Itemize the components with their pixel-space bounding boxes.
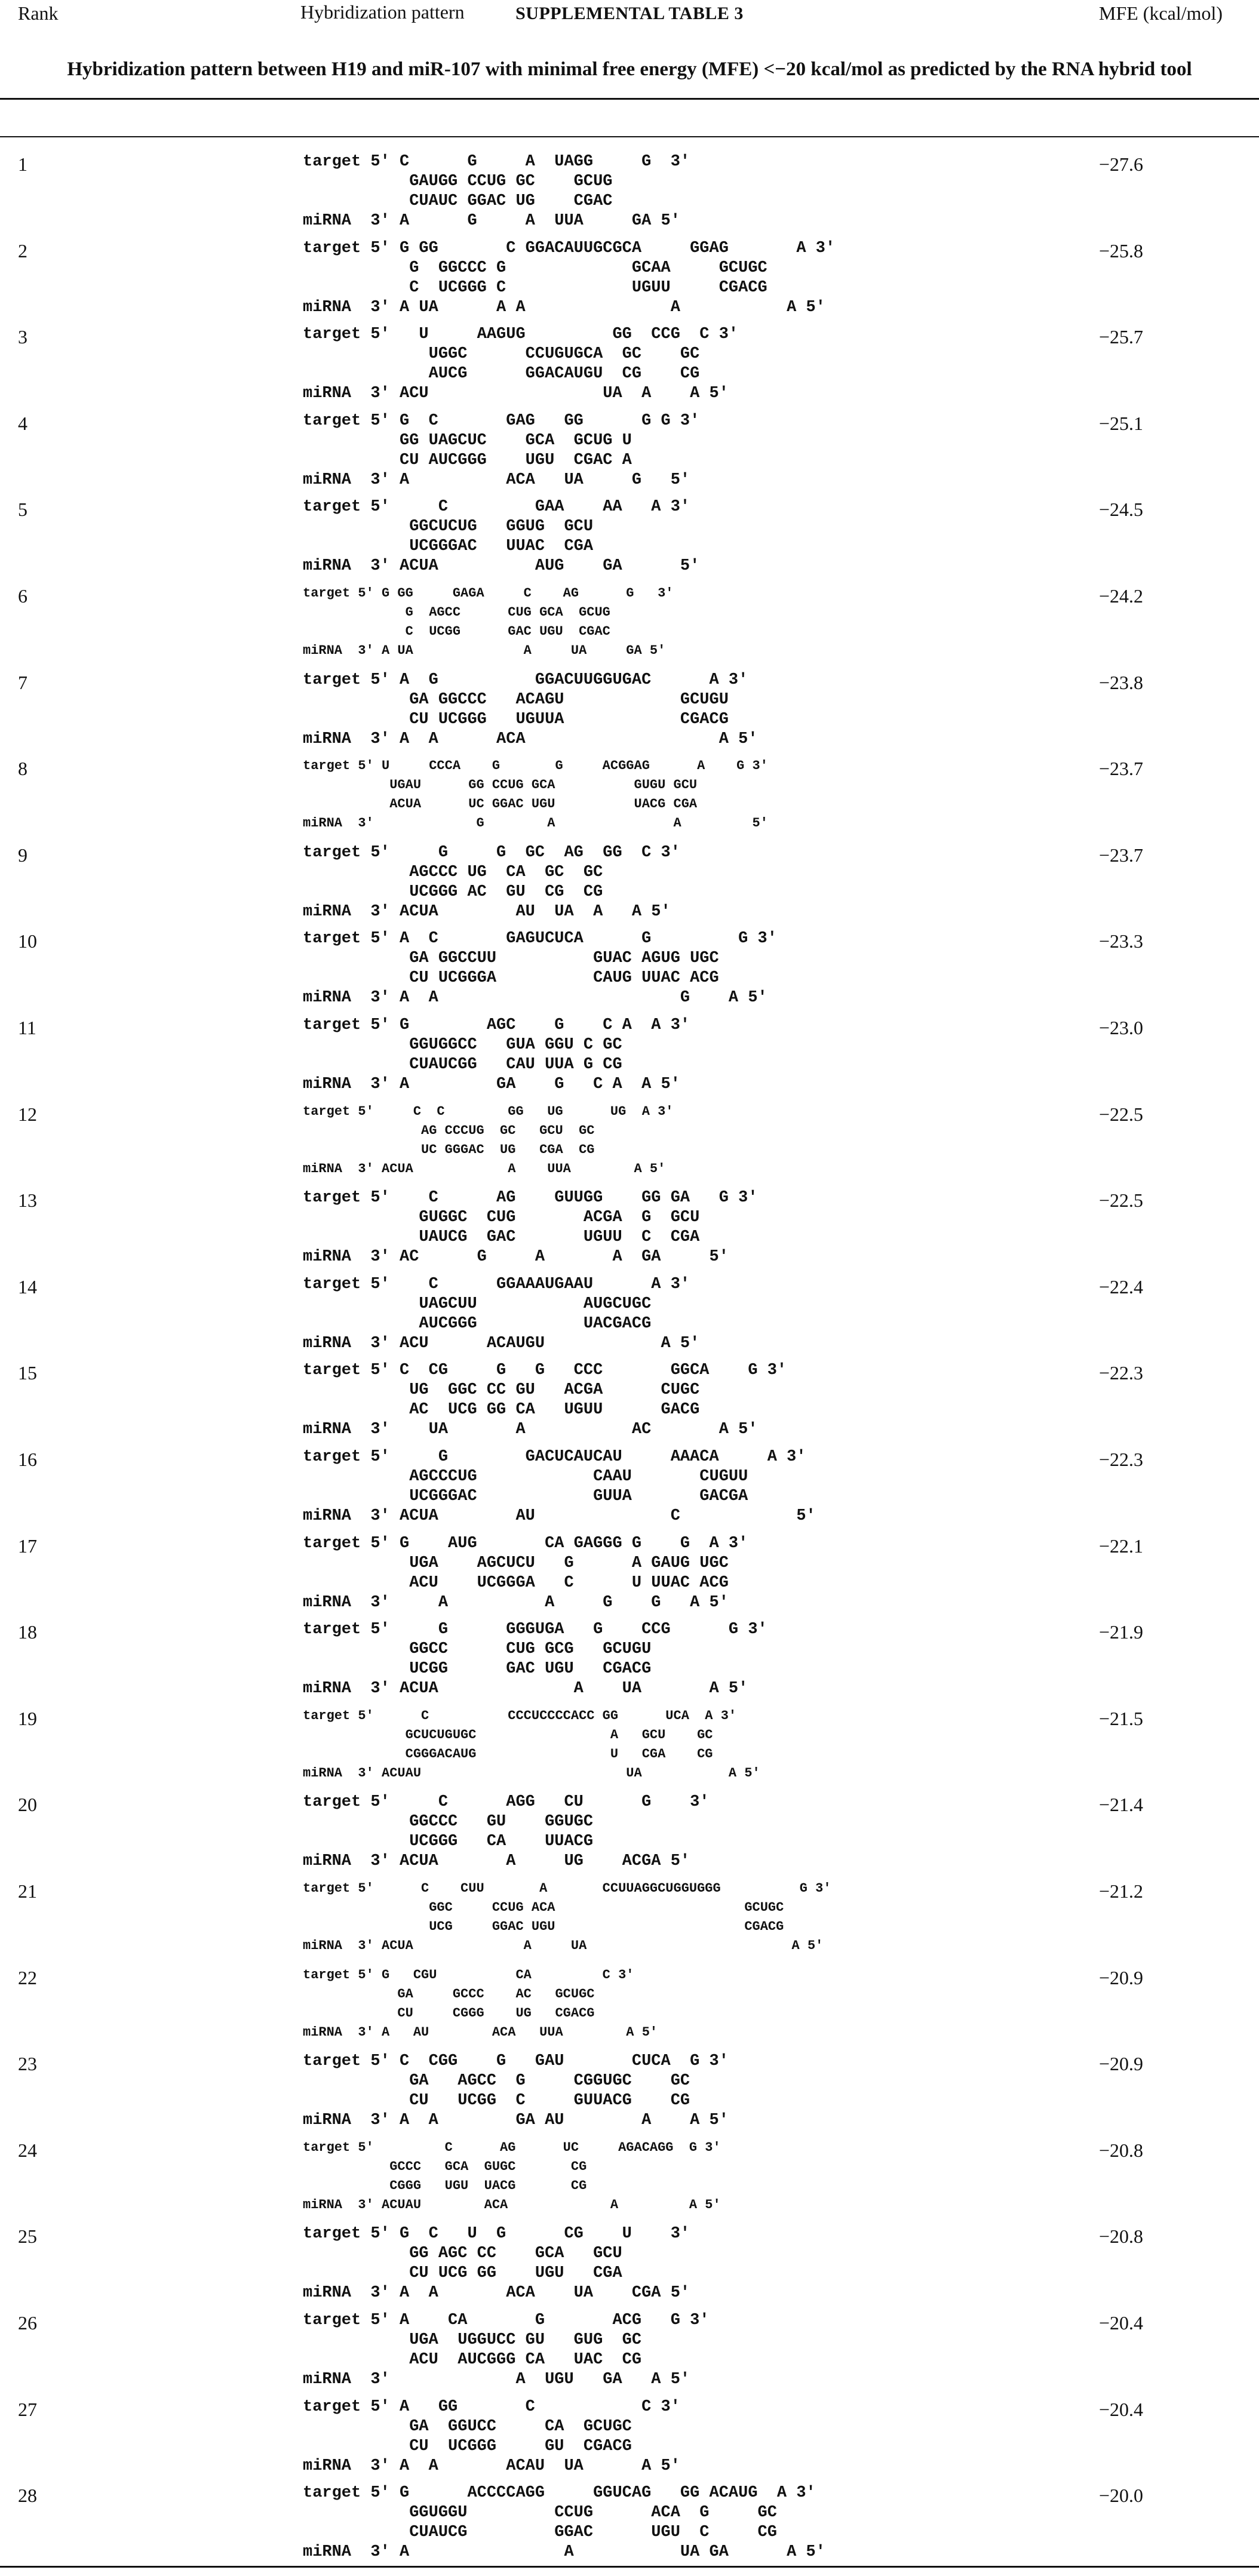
mfe-cell: −22.3: [1099, 1449, 1144, 1470]
table-row: [0, 238, 1259, 324]
hybridization-pattern-cell: [303, 584, 674, 660]
mirna-strand-line: miRNA 3' A AU ACA UUA A 5': [303, 2025, 658, 2040]
rank-cell: 16: [18, 1449, 37, 1470]
pairing-line: CGGGACAUG U CGA CG: [303, 1747, 713, 1762]
hybridization-pattern-cell: [303, 239, 835, 318]
pairing-line: GG AGC CC GCA GCU: [303, 2245, 622, 2263]
mirna-strand-line: miRNA 3' A A ACAU UA A 5': [303, 2457, 680, 2475]
header-hybridization-pattern: Hybridization pattern: [300, 1, 465, 23]
target-strand-line: target 5' G GACUCAUCAU AAACA A 3': [303, 1448, 806, 1466]
mirna-strand-line: miRNA 3' A G A UUA GA 5': [303, 212, 680, 230]
table-row: [0, 2137, 1259, 2224]
target-strand-line: target 5' C GAA AA A 3': [303, 498, 690, 516]
target-strand-line: target 5' U AAGUG GG CCG C 3': [303, 325, 739, 343]
pairing-line: UCGGG AC GU CG CG: [303, 883, 603, 901]
hybridization-pattern-cell: [303, 2397, 680, 2476]
pairing-line: GUGGC CUG ACGA G GCU: [303, 1209, 700, 1226]
pairing-line: CU UCG GG UGU CGA: [303, 2264, 622, 2282]
mfe-cell: −25.8: [1099, 240, 1144, 262]
mfe-cell: −23.8: [1099, 672, 1144, 693]
target-strand-line: target 5' G GGGUGA G CCG G 3': [303, 1621, 767, 1639]
rank-cell: 20: [18, 1794, 37, 1815]
table-row: [0, 1965, 1259, 2051]
hybridization-pattern-cell: [303, 1361, 787, 1440]
mfe-cell: −23.3: [1099, 930, 1144, 952]
header-rule: [0, 136, 1259, 137]
rank-cell: 23: [18, 2053, 37, 2074]
target-strand-line: target 5' C G A UAGG G 3': [303, 153, 690, 171]
mirna-strand-line: miRNA 3' A UA A A A A 5': [303, 299, 825, 316]
table-row: [0, 1446, 1259, 1533]
table-row: [0, 2051, 1259, 2137]
rank-cell: 15: [18, 1362, 37, 1384]
target-strand-line: target 5' C CUU A CCUUAGGCUGGUGGG G 3': [303, 1881, 831, 1896]
pairing-line: CU UCGGG UGUUA CGACG: [303, 711, 729, 728]
pairing-line: G GGCCC G GCAA GCUGC: [303, 259, 767, 277]
mfe-cell: −21.4: [1099, 1794, 1144, 1815]
pairing-line: GCUCUGUGC A GCU GC: [303, 1727, 713, 1742]
target-strand-line: target 5' G GG GAGA C AG G 3': [303, 586, 674, 601]
target-strand-line: target 5' C AG GUUGG GG GA G 3': [303, 1189, 758, 1207]
rank-cell: 10: [18, 930, 37, 952]
rank-cell: 22: [18, 1967, 37, 1988]
table-row: [0, 583, 1259, 669]
target-strand-line: target 5' A C GAGUCUCA G G 3': [303, 930, 777, 948]
hybridization-pattern-cell: [303, 152, 690, 231]
mirna-strand-line: miRNA 3' A A G A 5': [303, 989, 767, 1007]
pairing-line: AUCG GGACAUGU CG CG: [303, 365, 700, 383]
table-caption: Hybridization pattern between H19 and miR-107 with minimal free energy (MFE) <−20 kcal/mol as predicted by the RNA hybrid tool: [67, 59, 1192, 80]
pairing-line: CUAUCG GGAC UGU C CG: [303, 2523, 777, 2541]
mirna-strand-line: miRNA 3' A A ACA UA CGA 5': [303, 2284, 690, 2302]
table-row: [0, 151, 1259, 238]
rank-cell: 25: [18, 2225, 37, 2247]
pairing-line: ACU AUCGGG CA UAC CG: [303, 2351, 642, 2369]
target-strand-line: target 5' C CG G G CCC GGCA G 3': [303, 1361, 787, 1379]
pairing-line: UAUCG GAC UGUU C CGA: [303, 1228, 700, 1246]
table-row: [0, 1619, 1259, 1705]
hybridization-pattern-cell: [303, 757, 768, 833]
rank-cell: 11: [18, 1017, 36, 1038]
mirna-strand-line: miRNA 3' ACUA A UUA A 5': [303, 1161, 666, 1176]
pairing-line: CU AUCGGG UGU CGAC A: [303, 451, 632, 469]
rank-cell: 2: [18, 240, 27, 262]
mfe-cell: −20.9: [1099, 2053, 1144, 2074]
target-strand-line: target 5' G C GAG GG G G 3': [303, 412, 700, 430]
target-strand-line: target 5' G AGC G C A A 3': [303, 1016, 690, 1034]
hybridization-pattern-cell: [303, 1102, 674, 1179]
rank-cell: 8: [18, 758, 27, 779]
pairing-line: CU UCGGGA CAUG UUAC ACG: [303, 969, 719, 987]
table-row: [0, 410, 1259, 497]
table-row: [0, 1533, 1259, 1619]
mirna-strand-line: miRNA 3' A A UA GA A 5': [303, 2543, 825, 2561]
table-row: [0, 842, 1259, 929]
mfe-cell: −27.6: [1099, 153, 1144, 175]
mirna-strand-line: miRNA 3' A A ACA A 5': [303, 730, 758, 748]
pairing-line: GGUGGCC GUA GGU C GC: [303, 1036, 622, 1054]
mirna-strand-line: miRNA 3' G A A 5': [303, 816, 768, 831]
pairing-line: C UCGGG C UGUU CGACG: [303, 279, 767, 297]
mfe-cell: −20.4: [1099, 2399, 1144, 2420]
target-strand-line: target 5' G G GC AG GG C 3': [303, 844, 680, 862]
pairing-line: UGAU GG CCUG GCA GUGU GCU: [303, 777, 698, 792]
pairing-line: GA AGCC G CGGUGC GC: [303, 2072, 690, 2090]
target-strand-line: target 5' U CCCA G G ACGGAG A G 3': [303, 758, 768, 773]
mfe-cell: −24.2: [1099, 585, 1144, 607]
rank-cell: 4: [18, 413, 27, 434]
rank-cell: 18: [18, 1621, 37, 1643]
rank-cell: 9: [18, 844, 27, 866]
target-strand-line: target 5' A G GGACUUGGUGAC A 3': [303, 671, 748, 689]
pairing-line: G AGCC CUG GCA GCUG: [303, 605, 610, 620]
rank-cell: 27: [18, 2399, 37, 2420]
target-strand-line: target 5' C AGG CU G 3': [303, 1793, 710, 1811]
mirna-strand-line: miRNA 3' A GA G C A A 5': [303, 1075, 680, 1093]
mfe-cell: −23.0: [1099, 1017, 1144, 1038]
mfe-cell: −23.7: [1099, 758, 1144, 779]
pairing-line: CGGG UGU UACG CG: [303, 2178, 587, 2193]
hybridization-pattern-cell: [303, 929, 777, 1008]
pairing-line: UGA UGGUCC GU GUG GC: [303, 2331, 642, 2349]
table-row: [0, 928, 1259, 1015]
hybridization-pattern-cell: [303, 411, 699, 490]
pairing-line: AG CCCUG GC GCU GC: [303, 1123, 595, 1138]
table-row: [0, 1705, 1259, 1792]
bottom-rule: [0, 2566, 1259, 2568]
table-row: [0, 1015, 1259, 1101]
pairing-line: CUAUC GGAC UG CGAC: [303, 192, 613, 210]
hybridization-pattern-cell: [303, 2311, 710, 2390]
mirna-strand-line: miRNA 3' A A G G A 5': [303, 1594, 729, 1612]
table-supertitle: SUPPLEMENTAL TABLE 3: [515, 4, 744, 23]
pairing-line: GGC CCUG ACA GCUGC: [303, 1900, 784, 1915]
target-strand-line: target 5' C AG UC AGACAGG G 3': [303, 2140, 721, 2155]
hybridization-pattern-cell: [303, 497, 699, 576]
table-row: [0, 324, 1259, 410]
mfe-cell: −22.4: [1099, 1276, 1144, 1298]
pairing-line: ACUA UC GGAC UGU UACG CGA: [303, 797, 698, 811]
rank-cell: 5: [18, 499, 27, 520]
hybridization-pattern-cell: [303, 1016, 690, 1095]
rank-cell: 3: [18, 326, 27, 348]
pairing-line: GG UAGCUC GCA GCUG U: [303, 432, 632, 450]
target-strand-line: target 5' G GG C GGACAUUGCGCA GGAG A 3': [303, 239, 836, 257]
rank-cell: 17: [18, 1535, 37, 1557]
hybridization-pattern-cell: [303, 1534, 748, 1613]
hybridization-pattern-cell: [303, 1447, 816, 1526]
pairing-line: AGCCCUG CAAU CUGUU: [303, 1468, 748, 1486]
mirna-strand-line: miRNA 3' ACUA AU C 5': [303, 1507, 816, 1525]
target-strand-line: target 5' A CA G ACG G 3': [303, 2311, 710, 2329]
top-rule: [0, 98, 1259, 100]
rank-cell: 24: [18, 2140, 37, 2161]
target-strand-line: target 5' A GG C C 3': [303, 2398, 680, 2416]
table-row: [0, 1187, 1259, 1274]
target-strand-line: target 5' C GGAAAUGAAU A 3': [303, 1275, 690, 1293]
mirna-strand-line: miRNA 3' ACUA AUG GA 5': [303, 557, 700, 575]
mfe-cell: −21.9: [1099, 1621, 1144, 1643]
hybridization-pattern-cell: [303, 2224, 690, 2303]
mirna-strand-line: miRNA 3' A ACA UA G 5': [303, 471, 690, 489]
rank-cell: 26: [18, 2312, 37, 2334]
rank-cell: 7: [18, 672, 27, 693]
mirna-strand-line: miRNA 3' ACU ACAUGU A 5': [303, 1335, 700, 1352]
table-row: [0, 1360, 1259, 1446]
mirna-strand-line: miRNA 3' UA A AC A 5': [303, 1421, 758, 1438]
mirna-strand-line: miRNA 3' ACUA A UG ACGA 5': [303, 1852, 690, 1870]
table-row: [0, 1878, 1259, 1965]
rank-cell: 13: [18, 1189, 37, 1211]
mfe-cell: −22.1: [1099, 1535, 1144, 1557]
mfe-cell: −20.0: [1099, 2485, 1144, 2506]
rank-cell: 12: [18, 1103, 37, 1125]
rank-cell: 21: [18, 1880, 37, 1902]
pairing-line: UCG GGAC UGU CGACG: [303, 1919, 784, 1934]
rank-cell: 1: [18, 153, 27, 175]
pairing-line: GA GGUCC CA GCUGC: [303, 2418, 632, 2436]
target-strand-line: target 5' G AUG CA GAGGG G G A 3': [303, 1535, 748, 1553]
hybridization-pattern-cell: [303, 325, 738, 404]
mfe-cell: −21.5: [1099, 1708, 1144, 1729]
mirna-strand-line: miRNA 3' AC G A A GA 5': [303, 1248, 729, 1266]
target-strand-line: target 5' G CGU CA C 3': [303, 1968, 634, 1982]
mirna-strand-line: miRNA 3' ACUAU UA A 5': [303, 1766, 760, 1781]
mirna-strand-line: miRNA 3' A A GA AU A A 5': [303, 2111, 729, 2129]
pairing-line: CUAUCGG CAU UUA G CG: [303, 1056, 622, 1074]
hybridization-pattern-cell: [303, 1620, 767, 1699]
pairing-line: GGCC CUG GCG GCUGU: [303, 1640, 652, 1658]
hybridization-pattern-cell: [303, 2483, 825, 2562]
rank-cell: 19: [18, 1708, 37, 1729]
pairing-line: GCCC GCA GUGC CG: [303, 2159, 587, 2174]
table-row: [0, 496, 1259, 583]
hybridization-pattern-cell: [303, 671, 758, 749]
pairing-line: C UCGG GAC UGU CGAC: [303, 624, 610, 639]
hybridization-pattern-cell: [303, 843, 680, 922]
pairing-line: GA GGCCC ACAGU GCUGU: [303, 691, 729, 709]
mirna-strand-line: miRNA 3' ACUA A UA A 5': [303, 1938, 824, 1953]
target-strand-line: target 5' C CGG G GAU CUCA G 3': [303, 2052, 729, 2070]
header-mfe: MFE (kcal/mol): [1099, 2, 1223, 24]
hybridization-pattern-cell: [303, 1275, 699, 1354]
hybridization-pattern-cell: [303, 2052, 729, 2131]
pairing-line: UAGCUU AUGCUGC: [303, 1295, 652, 1313]
pairing-line: UGGC CCUGUGCA GC GC: [303, 345, 700, 363]
mirna-strand-line: miRNA 3' A UGU GA A 5': [303, 2371, 690, 2389]
table-row: [0, 755, 1259, 842]
mfe-cell: −25.1: [1099, 413, 1144, 434]
hybridization-pattern-cell: [303, 1707, 760, 1783]
pairing-line: GAUGG CCUG GC GCUG: [303, 173, 613, 190]
table-row: [0, 1101, 1259, 1188]
table-row: [0, 2310, 1259, 2396]
hybridization-pattern-cell: [303, 1188, 758, 1267]
target-strand-line: target 5' C C GG UG UG A 3': [303, 1104, 674, 1119]
mirna-strand-line: miRNA 3' ACUA A UA A 5': [303, 1680, 748, 1698]
table-row: [0, 1791, 1259, 1878]
mfe-cell: −22.5: [1099, 1103, 1144, 1125]
pairing-line: GA GGCCUU GUAC AGUG UGC: [303, 949, 719, 967]
pairing-line: GGUGGU CCUG ACA G GC: [303, 2504, 777, 2522]
rank-cell: 28: [18, 2485, 37, 2506]
pairing-line: ACU UCGGGA C U UUAC ACG: [303, 1574, 729, 1592]
mfe-cell: −22.5: [1099, 1189, 1144, 1211]
mfe-cell: −20.8: [1099, 2225, 1144, 2247]
hybridization-pattern-cell: [303, 1879, 831, 1956]
target-strand-line: target 5' C CCCUCCCCACC GG UCA A 3': [303, 1708, 737, 1723]
pairing-line: UC GGGAC UG CGA CG: [303, 1142, 595, 1157]
hybridization-pattern-cell: [303, 2138, 721, 2215]
pairing-line: UCGGGAC UUAC CGA: [303, 537, 594, 555]
pairing-line: CU UCGGG GU CGACG: [303, 2437, 632, 2455]
target-strand-line: target 5' G ACCCCAGG GGUCAG GG ACAUG A 3': [303, 2484, 816, 2502]
pairing-line: UGA AGCUCU G A GAUG UGC: [303, 1554, 729, 1572]
rank-cell: 6: [18, 585, 27, 607]
pairing-line: UG GGC CC GU ACGA CUGC: [303, 1381, 700, 1399]
pairing-line: UCGGG CA UUACG: [303, 1833, 594, 1850]
target-strand-line: target 5' G C U G CG U 3': [303, 2225, 690, 2243]
pairing-line: UCGG GAC UGU CGACG: [303, 1660, 652, 1678]
header-rank: Rank: [18, 2, 59, 24]
mfe-cell: −25.7: [1099, 326, 1144, 348]
table-row: [0, 2223, 1259, 2310]
hybridization-pattern-cell: [303, 1966, 658, 2042]
mfe-cell: −23.7: [1099, 844, 1144, 866]
hybridization-pattern-cell: [303, 1793, 710, 1871]
mfe-cell: −21.2: [1099, 1880, 1144, 1902]
pairing-line: GGCCC GU GGUGC: [303, 1813, 594, 1831]
mirna-strand-line: miRNA 3' ACUA AU UA A A 5': [303, 903, 671, 921]
mfe-cell: −20.8: [1099, 2140, 1144, 2161]
table-row: [0, 669, 1259, 756]
pairing-line: GA GCCC AC GCUGC: [303, 1987, 595, 2002]
mirna-strand-line: miRNA 3' ACUAU ACA A A 5': [303, 2197, 721, 2212]
pairing-line: AC UCG GG CA UGUU GACG: [303, 1401, 700, 1419]
mirna-strand-line: miRNA 3' ACU UA A A 5': [303, 385, 729, 402]
pairing-line: GGCUCUG GGUG GCU: [303, 518, 594, 536]
pairing-line: CU UCGG C GUUACG CG: [303, 2092, 690, 2110]
rank-cell: 14: [18, 1276, 37, 1298]
table-row: [0, 2396, 1259, 2483]
mfe-cell: −24.5: [1099, 499, 1144, 520]
table-row: [0, 2482, 1259, 2569]
pairing-line: AGCCC UG CA GC GC: [303, 863, 603, 881]
pairing-line: AUCGGG UACGACG: [303, 1315, 652, 1333]
mirna-strand-line: miRNA 3' A UA A UA GA 5': [303, 643, 666, 658]
mfe-cell: −22.3: [1099, 1362, 1144, 1384]
mfe-cell: −20.9: [1099, 1967, 1144, 1988]
table-row: [0, 1274, 1259, 1360]
pairing-line: CU CGGG UG CGACG: [303, 2006, 595, 2021]
pairing-line: UCGGGAC GUUA GACGA: [303, 1487, 748, 1505]
mfe-cell: −20.4: [1099, 2312, 1144, 2334]
